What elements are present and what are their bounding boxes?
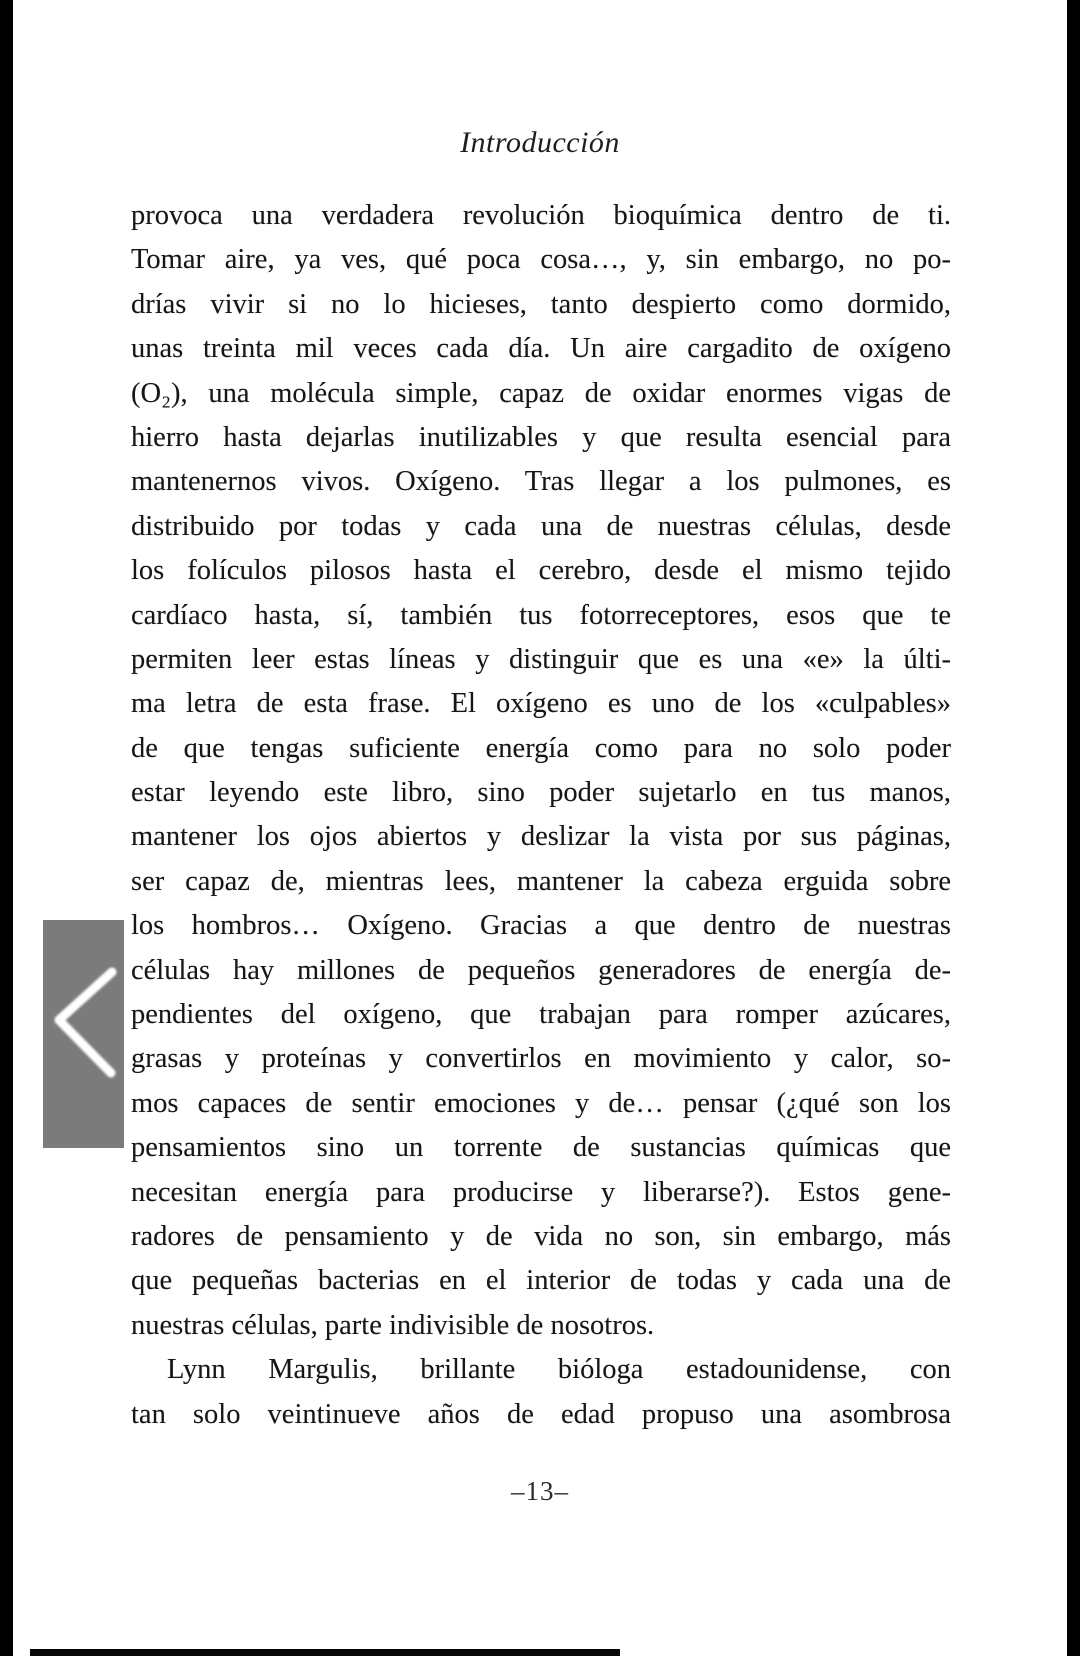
text-line: ma letra de esta frase. El oxígeno es uno de los «culpables» (131, 688, 951, 720)
text-line: los folículos pilosos hasta el cerebro, desde el mismo tejido (131, 555, 951, 587)
text-line: tan solo veintinueve años de edad propuso una asombrosa (131, 1398, 951, 1430)
text-line: Lynn Margulis, brillante bióloga estadounidense, con (167, 1354, 951, 1386)
previous-page-button[interactable] (43, 920, 124, 1148)
chevron-left-icon (43, 920, 124, 1148)
text-line: Tomar aire, ya ves, qué poca cosa…, y, sin embargo, no po- (131, 244, 951, 276)
page-number: –13– (511, 1476, 569, 1506)
text-line: pensamientos sino un torrente de sustancias químicas que (131, 1132, 951, 1164)
text-line: cardíaco hasta, sí, también tus fotorreceptores, esos que te (131, 599, 951, 631)
right-edge-bar (1067, 0, 1080, 1656)
chapter-title: Introducción (460, 126, 620, 159)
text-line: nuestras células, parte indivisible de nosotros. (131, 1309, 655, 1341)
text-line: (O₂), una molécula simple, capaz de oxidar enormes vigas de (131, 377, 951, 409)
text-line: ser capaz de, mientras lees, mantener la cabeza erguida sobre (131, 865, 951, 897)
text-line: mantener los ojos abiertos y deslizar la vista por sus páginas, (131, 821, 951, 853)
text-line: unas treinta mil veces cada día. Un aire cargadito de oxígeno (131, 333, 951, 365)
text-line: hierro hasta dejarlas inutilizables y que resulta esencial para (131, 421, 951, 453)
text-line: células hay millones de pequeños generadores de energía de- (131, 954, 951, 986)
text-line: radores de pensamiento y de vida no son, sin embargo, más (131, 1220, 951, 1252)
text-line: los hombros… Oxígeno. Gracias a que dentro de nuestras (131, 910, 951, 942)
text-line: drías vivir si no lo hicieses, tanto despierto como dormido, (131, 288, 951, 320)
body-text (131, 194, 951, 1437)
text-line: de que tengas suficiente energía como para no solo poder (131, 732, 951, 764)
left-edge-bar (0, 0, 13, 1656)
text-line: distribuido por todas y cada una de nuestras células, desde (131, 510, 951, 542)
reading-progress-bar[interactable] (30, 1649, 620, 1656)
text-line: pendientes del oxígeno, que trabajan para romper azúcares, (131, 999, 951, 1031)
text-line: mantenernos vivos. Oxígeno. Tras llegar a los pulmones, es (131, 466, 951, 498)
text-line: provoca una verdadera revolución bioquímica dentro de ti. (131, 200, 951, 231)
text-line: grasas y proteínas y convertirlos en movimiento y calor, so- (131, 1043, 951, 1075)
text-line: necesitan energía para producirse y liberarse?). Estos gene- (131, 1176, 951, 1208)
text-line: mos capaces de sentir emociones y de… pensar (¿qué son los (131, 1087, 951, 1119)
text-line: que pequeñas bacterias en el interior de todas y cada una de (131, 1265, 951, 1297)
text-line: permiten leer estas líneas y distinguir que es una «e» la últi- (131, 643, 951, 675)
text-line: estar leyendo este libro, sino poder sujetarlo en tus manos, (131, 777, 951, 809)
